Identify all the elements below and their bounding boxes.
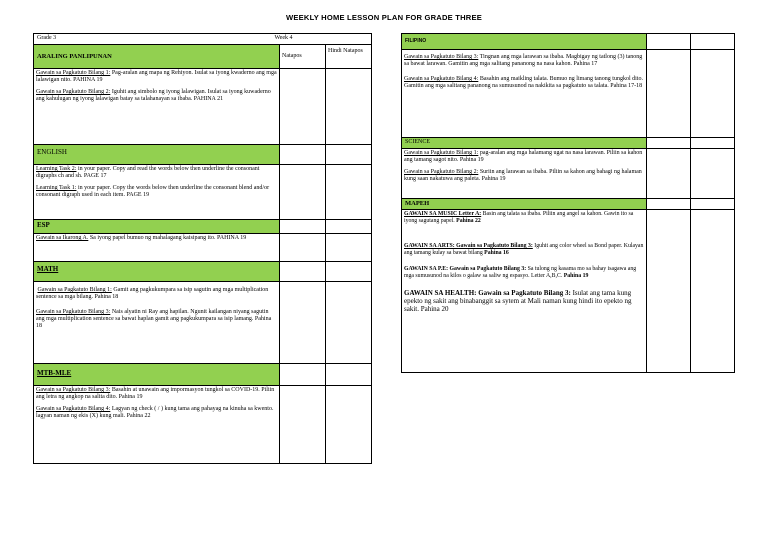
task-title: Gawain sa Pagkatuto Bilang 4: <box>36 406 111 412</box>
natapos-cell[interactable] <box>647 210 691 373</box>
task-title: GAWAIN SA HEALTH: Gawain sa Pagkatuto Bilang 3: <box>404 289 571 297</box>
task-text: Basahin at unawain ang impormasyon tungkol sa COVID-19. Piliin ang letra ng angkop na salita dito. Pahina 19 <box>36 387 275 400</box>
week-label: Week 4 <box>274 35 293 41</box>
natapos-cell[interactable] <box>280 220 326 234</box>
hindi-natapos-cell[interactable] <box>326 262 372 282</box>
task-text: Sa tulong ng kasama mo sa bahay isagawa ang mga sumusunod na kilos o galaw sa saliw ng espasyo. Letter A,B,C. <box>404 266 637 279</box>
hindi-natapos-cell[interactable] <box>691 138 735 149</box>
page-title: WEEKLY HOME LESSON PLAN FOR GRADE THREE <box>286 13 482 22</box>
hindi-natapos-cell[interactable] <box>326 386 372 464</box>
science-tasks <box>402 149 647 199</box>
filipino-header: FILIPINO <box>402 34 647 50</box>
task-text: Sa iyong papel bumuo ng mahalagang kaisipang ito. PAHINA 19 <box>88 235 247 241</box>
esp-header: ESP <box>34 220 280 234</box>
right-lesson-table <box>401 33 735 373</box>
task-text: Iguhit ang color wheel sa Bond paper. Kulayan ang tamang kulay sa bawat bilang <box>404 243 644 256</box>
page-ref: Pahina 19 <box>563 273 589 279</box>
task-text: Basin ang talata sa ibaba. Piliin ang angel sa kahon. Gawin ito sa iyong sagutang papel. <box>404 211 634 224</box>
hindi-natapos-cell[interactable] <box>326 234 372 262</box>
task-text: Nais alyatin ni Ray ang hapilan. Ngunit kailangan niyang sagutin ang mga multiplication sentence sa bawat haplan gamit ang pagkukumpara sa isip lamang. Pahina 18 <box>36 309 272 329</box>
page-ref: Pahina 16 <box>484 250 509 256</box>
natapos-cell[interactable] <box>647 149 691 199</box>
natapos-cell[interactable] <box>280 364 326 386</box>
hindi-natapos-cell[interactable] <box>326 364 372 386</box>
task-title: GAWAIN SA P.E: Gawain sa Pagkatuto Bilang 3: <box>404 266 527 272</box>
mapeh-tasks <box>402 210 647 373</box>
natapos-cell[interactable] <box>647 34 691 50</box>
natapos-cell[interactable] <box>280 165 326 220</box>
english-tasks <box>34 165 280 220</box>
task-text: Basahin ang maikling talata. Bumuo ng limang tanong tungkol dito. Gamitin ang mga salitang pananong na sumusunod na nakikita sa pagkatuto sa talata. Pahina 17-18 <box>404 76 643 89</box>
task-text: Pag-aralan ang mapa ng Rehiyon. Isulat sa iyong kwaderno ang mga lalawigan nito. PAHINA 19 <box>36 70 277 83</box>
task-text: pag-aralan ang mga halamang ugat na nasa larawan. Piliin sa kahon ang tamang sagot nito. Pahina 19 <box>404 150 643 163</box>
task-text: Tingnan ang mga larawan sa ibaba. Magbigay ng tatlong (3) tanong sa bawat larawan. Gamitin ang mga salitang pananong na nasa kahon. Pahina 17 <box>404 54 643 67</box>
araling-panlipunan-tasks <box>34 69 280 145</box>
hindi-natapos-cell[interactable] <box>691 34 735 50</box>
araling-panlipunan-header: ARALING PANLIPUNAN <box>34 45 280 69</box>
natapos-cell[interactable] <box>647 50 691 138</box>
left-lesson-table <box>33 33 372 464</box>
task-title: Gawain sa Pagkatuto Bilang 1: <box>404 150 479 156</box>
natapos-cell[interactable] <box>647 199 691 210</box>
grade-row <box>34 34 372 45</box>
natapos-cell[interactable] <box>280 234 326 262</box>
hindi-natapos-cell[interactable] <box>691 199 735 210</box>
task-text: Gamit ang pagkukumpara sa isip sagutin ang mga multiplication sentence sa mga bilang. Pahina 18 <box>36 287 269 300</box>
hindi-natapos-cell[interactable] <box>691 149 735 199</box>
page-ref: Pahina 22 <box>456 218 481 224</box>
task-title: Gawain sa Pagkatuto Bilang 1: <box>37 287 112 293</box>
task-title: Gawain sa Pagkatuto Bilang 1: <box>36 70 111 76</box>
esp-tasks <box>34 234 280 262</box>
task-title: Gawain sa Pagkatuto Bilang 3: <box>36 387 111 393</box>
natapos-cell[interactable] <box>280 69 326 145</box>
task-title: Gawain sa Ikarong A. <box>36 235 89 241</box>
task-title: GAWAIN SA MUSIC Letter A: <box>404 211 482 217</box>
task-title: Gawain sa Pagkatuto Bilang 4: <box>404 76 479 82</box>
natapos-cell[interactable] <box>280 262 326 282</box>
task-text: Lagyan ng check ( / ) kung tama ang pahayag na kinuha sa kwento. lagyan naman ng ekis (X) kung mali. Pahina 22 <box>36 406 274 419</box>
natapos-cell[interactable] <box>280 282 326 364</box>
english-header: ENGLISH <box>34 145 280 165</box>
mtb-mle-tasks <box>34 386 280 464</box>
mtb-mle-header: MTB-MLE <box>34 364 280 386</box>
grade-label: Grade 3 <box>37 35 57 41</box>
mapeh-header: MAPEH <box>402 199 647 210</box>
task-text: in your paper. Copy and read the words below then underline the consonant digraphs ch and sh. PAGE 17 <box>36 166 260 179</box>
task-title: Gawain sa Pagkatuto Bilang 2: <box>36 89 111 95</box>
task-title: Gawain sa Pagkatuto Bilang 3: <box>36 309 111 315</box>
task-text: Suriin ang larawan sa ibaba. Piliin sa kahon ang bahagi ng halaman kung saan nakatuwa ang paleta. Pahina 19 <box>404 169 642 182</box>
hindi-natapos-cell[interactable] <box>326 282 372 364</box>
hindi-natapos-cell[interactable] <box>326 165 372 220</box>
task-title: Gawain sa Pagkatuto Bilang 3: <box>404 54 479 60</box>
hindi-natapos-cell[interactable] <box>691 50 735 138</box>
science-header: SCIENCE <box>402 138 647 149</box>
math-header: MATH <box>34 262 280 282</box>
filipino-tasks <box>402 50 647 138</box>
task-text: Iguhit ang simbolo ng iyong lalawigan. Isulat sa iyong kuwaderno ang kahulugan ng iyong lalawigan batay sa talahanayan sa ibaba. PAHINA 21 <box>36 89 271 102</box>
hindi-natapos-cell[interactable] <box>691 210 735 373</box>
hindi-natapos-header: Hindi Natapos <box>326 45 372 69</box>
task-title: GAWAIN SA ARTS: Gawain sa Pagkatuto Bilang 3: <box>404 243 533 249</box>
task-title: Gawain sa Pagkatuto Bilang 2: <box>404 169 479 175</box>
natapos-header: Natapos <box>280 45 326 69</box>
math-tasks <box>34 282 280 364</box>
natapos-cell[interactable] <box>280 386 326 464</box>
task-text: Isulat ang tama kung epekto ng sakit ang binabanggit sa sytem at Mali naman kung hindi ito epekto ng sakit. Pahina 20 <box>404 289 632 313</box>
task-title: Learning Task 2: <box>36 166 77 172</box>
hindi-natapos-cell[interactable] <box>326 145 372 165</box>
task-title: Learning Task 1: <box>36 185 77 191</box>
natapos-cell[interactable] <box>280 145 326 165</box>
hindi-natapos-cell[interactable] <box>326 220 372 234</box>
task-text: in your paper. Copy the words below then underline the consonant blend and/or consonant digraph used in each item. PAGE 19 <box>36 185 270 198</box>
hindi-natapos-cell[interactable] <box>326 69 372 145</box>
natapos-cell[interactable] <box>647 138 691 149</box>
